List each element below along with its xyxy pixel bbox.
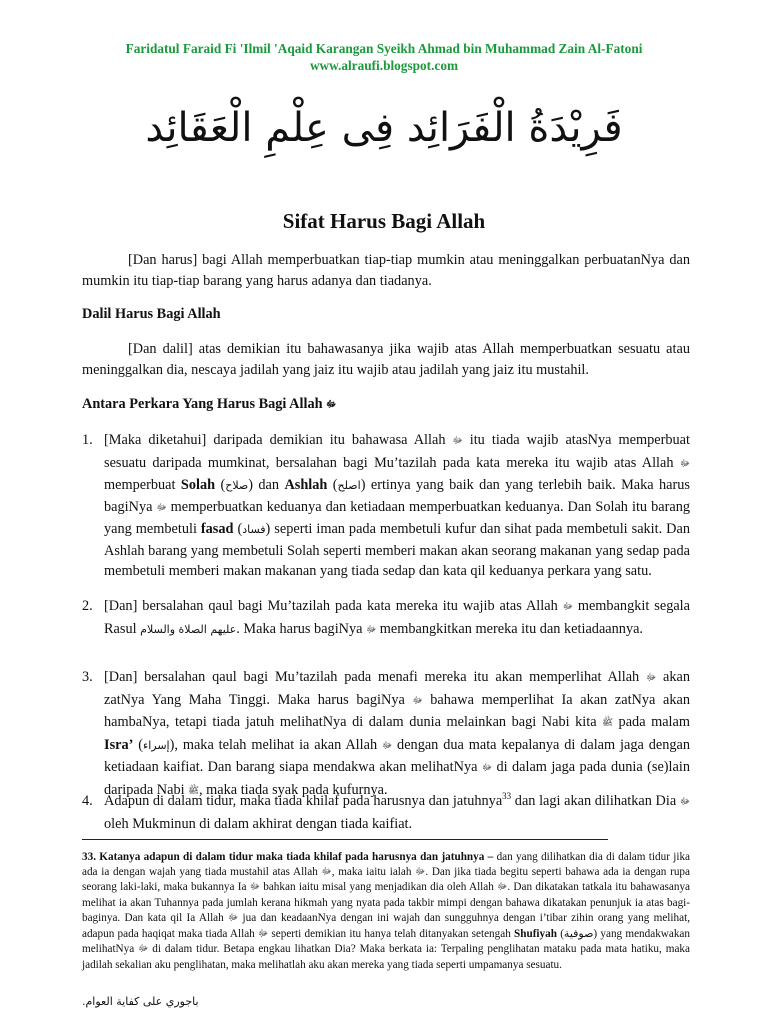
jalla-jalaluh-icon: ﷻ — [321, 866, 332, 877]
footnote-33: 33. Katanya adapun di dalam tidur maka tiada khilaf pada harusnya dan jatuhnya – dan yang dilihatkan dia di dalam tidur jika ada ia dengan wajah yang tiada mustahil atas Allah ﷻ, maka iaitu ialah ﷻ. Dan jika tiada begitu seperti bahawa ada ia dengan rupa seorang laki-laki, maka bukannya Ia ﷻ bahkan iaitu misal yang menjadikan dia oleh Allah ﷻ. Dan dikatakan tatkala itu bahawasanya melihat ia akan Tuhannya pada jumlah kerana hikmah yang nyata pada takbir mimpi dengan bahawa dikatakan penunjuk ia atas bagi-baginya. Dan kata qil Ia Allah ﷻ jua dan keadaanNya dengan ini wajah dan sungguhnya dengan i’tibar zihin orang yang melihat, adapun pada haqiqat maka tiada Allah ﷻ seperti demikian itu hanya telah ditanyakan setengah Shufiyah (صوفية) yang mendakwakan melihatNya ﷻ di dalam tidur. Betapa engkau lihatkan Dia? Maka berkata ia: Terpaling penglihatan mataku pada mata hatiku, maka jadilah sekalian aku penglihatan, maka melihatlah aku akan mereka yang tiada seperti umpamanya sesuatu. — [82, 851, 691, 971]
text-segment: dengan dua mata kepalanya di dalam jaga dengan ketiadaan kaifiat. Dan barang siapa mendakwa akan melihatNya — [104, 736, 690, 775]
footnote-divider — [82, 839, 608, 840]
dalil-paragraph: [Dan dalil] atas demikian itu bahawasanya jika wajib atas Allah memperbuatkan sesuatu atau meninggalkan dia, nescaya jadilah yang jaiz itu wajib atau jadilah yang jaiz itu mustahil. — [82, 341, 690, 378]
footnote-lead: 33. Katanya adapun di dalam tidur maka tiada khilaf pada harusnya dan jatuhnya – — [82, 851, 494, 863]
text-segment: , maka telah melihat ia akan Allah — [174, 736, 382, 753]
list-item-text: [Dan] bersalahan qaul bagi Mu’tazilah pada menafi mereka itu akan memperlihat Allah ﷻ akan zatNya Yang Maha Tinggi. Maka harus bagiNya ﷻ bahawa memperlihat Ia akan zatNya akan hambaNya, tetapi tiada jatuh melihatNya di dalam dunia melainkan bagi Nabi kita ﷺ pada malam Isra’ (إسراء), maka telah melihat ia akan Allah ﷻ dengan dua mata kepalanya di dalam jaga dengan ketiadaan kaifiat. Dan barang siapa mendakwa akan melihatNya ﷻ di dalam jaga pada dunia (se)lain daripada Nabi ﷺ, maka tiada syak pada kufurnya. — [104, 667, 690, 802]
jalla-jalaluh-icon: ﷻ — [228, 912, 239, 923]
text-segment: [Dan] bersalahan qaul bagi Mu’tazilah pada menafi mereka itu akan memperlihat Allah — [104, 669, 647, 685]
text-segment: yang mendakwakan melihatNya — [82, 927, 690, 956]
arabic-term: إسراء — [143, 738, 170, 752]
term-fasad: fasad — [200, 521, 234, 537]
jalla-jalaluh-icon: ﷻ — [412, 695, 423, 706]
list-number: 3. — [82, 669, 93, 685]
text-segment: dan yang dilihatkan dia di dalam tidur jika ada ia dengan wajah yang tiada mustahil atas Allah — [82, 851, 691, 878]
text-segment: dan lagi akan dilihatkan Dia — [511, 793, 680, 809]
page-title: Sifat Harus Bagi Allah — [282, 209, 486, 233]
text-segment: seperti iman pada membetuli kufur dan sihat pada membetuli sakit. Dan Ashlah barang yang membetuli Solah seperti memberi makan akan seorang makanan yang sedap pada membetuli memberi makan makanan yang tiada sedap dan kata qil keduanya perkara yang satu. — [104, 521, 690, 579]
jalla-jalaluh-icon: ﷻ — [326, 400, 337, 410]
jalla-jalaluh-icon: ﷻ — [415, 866, 426, 877]
jalla-jalaluh-icon: ﷻ — [156, 502, 167, 513]
text-segment: pada malam — [613, 714, 690, 730]
text-segment: . Dan jika tiada begitu seperti bahawa ada ia dengan rupa seorang laki-laki, maka bukannya Ia — [82, 865, 690, 894]
text-segment: jua dan keadaanNya dengan ini wajah dan sungguhnya dengan i’tibar zihin orang yang melihat, adapun pada haqiqat maka tiada Allah — [82, 911, 690, 940]
jalla-jalaluh-icon: ﷻ — [249, 882, 260, 893]
header-website[interactable]: www.alraufi.blogspot.com — [309, 58, 459, 73]
text-segment: membangkit segala Rasul — [104, 598, 691, 637]
text-segment: memperbuatkan keduanya dan ketiadaan memperbuatkan keduanya. Dan Solah itu barang yang membetuli — [104, 498, 690, 537]
text-segment: bahkan iaitu misal yang menjadikan dia oleh Allah — [259, 881, 498, 894]
footnote-source-arabic: باجوري على كفاية العوام. — [82, 995, 199, 1008]
arabic-term: صلاح — [225, 479, 249, 492]
term-shufiyah: Shufiyah — [514, 927, 557, 940]
header-book-title: Faridatul Faraid Fi 'Ilmil 'Aqaid Karangan Syeikh Ahmad bin Muhammad Zain Al-Fatoni — [125, 41, 643, 56]
salawat-icon: ﷺ — [602, 718, 613, 728]
text-segment: memperbuat — [104, 477, 181, 493]
footnote-ref[interactable]: 33 — [502, 791, 512, 802]
text-segment: , maka iaitu ialah — [331, 865, 416, 878]
text-segment: dan — [253, 477, 285, 493]
intro-paragraph: [Dan harus] bagi Allah memperbuatkan tiap-tiap mumkin atau meninggalkan perbuatanNya dan mumkin itu tiap-tiap barang yang harus adanya dan tiadanya. — [82, 252, 690, 289]
jalla-jalaluh-icon: ﷻ — [497, 882, 508, 893]
list-item-2 — [82, 596, 690, 641]
list-number: 1. — [82, 432, 93, 448]
text-segment: di dalam tidur. Betapa engkau lihatkan Dia? Maka berkata ia: Terpaling penglihatan mataku pada mata hatiku, maka jadilah sekalian aku penglihatan, maka melihatlah aku akan mereka yang tiada seperti umpamanya sesuatu. — [82, 943, 690, 971]
text-segment: [Dan] bersalahan qaul bagi Mu’tazilah pada kata mereka itu wajib atas Allah — [104, 598, 563, 614]
text-segment: ertinya yang baik dan yang terlebih baik. Maka harus bagiNya — [104, 477, 691, 515]
list-item-text: [Maka diketahui] daripada demikian itu bahawasa Allah ﷻ itu tiada wajib atasNya memperbuat sesuatu daripada mumkinat, bersalahan bagi Mu’tazilah pada kata mereka itu wajib atas Allah ﷻ memperbuat Solah (صلاح) dan Ashlah (اصلح) ertinya yang baik dan yang terlebih baik. Maka harus bagiNya ﷻ memperbuatkan keduanya dan ketiadaan memperbuatkan keduanya. Dan Solah itu barang yang membetuli fasad (فساد) seperti iman pada membetuli kufur dan sihat pada membetuli sakit. Dan Ashlah barang yang membetuli Solah seperti memberi makan akan seorang makanan yang sedap pada membetuli memberi makan makanan yang tiada sedap dan kata qil keduanya perkara yang satu. — [104, 432, 691, 579]
list-item-text — [104, 596, 690, 641]
text-segment: itu tiada wajib atasNya memperbuat sesuatu daripada mumkinat, bersalahan bagi Mu’tazilah pada kata mereka itu wajib atas Allah — [104, 432, 690, 471]
text-segment: . Maka harus bagiNya — [236, 620, 367, 637]
arabic-term: فساد — [242, 523, 266, 536]
dalil-heading: Dalil Harus Bagi Allah — [82, 306, 221, 322]
text-segment: . Dan dikatakan tatkala itu bahawasanya melihat ia akan Tuhannya pada jumlah kerana hikmah yang nyata pada takbir mimpi dengan bahawa dikatakan penunjuk ia atas bagi-baginya. Dan kata qil Ia Allah — [82, 881, 691, 924]
jalla-jalaluh-icon: ﷻ — [646, 673, 657, 683]
text-segment: , maka tiada syak pada kufurnya. — [199, 781, 388, 798]
term-ashlah: Ashlah — [284, 477, 328, 493]
text-segment: bahawa memperlihat Ia akan zatNya akan hambaNya, tetapi tiada jatuh melihatNya di dalam dunia melainkan bagi Nabi kita — [104, 691, 691, 730]
jalla-jalaluh-icon: ﷻ — [366, 624, 377, 635]
antara-heading-text: Antara Perkara Yang Harus Bagi Allah — [82, 396, 323, 412]
jalla-jalaluh-icon: ﷻ — [481, 763, 493, 773]
jalla-jalaluh-icon: ﷻ — [679, 797, 690, 807]
list-item-text — [104, 791, 690, 834]
arabic-term: صوفية — [563, 926, 594, 940]
text-segment: oleh Mukminun di dalam akhirat dengan tiada kaifiat. — [104, 815, 413, 832]
list-item-1 — [82, 430, 690, 582]
term-solah: Solah — [180, 477, 216, 493]
text-segment: seperti demikian itu hanya telah ditanyakan setengah — [268, 927, 515, 940]
arabic-calligraphy-title: فَرِيْدَةُ الْفَرَائِد فِى عِلْمِ الْعَقَائِد — [145, 105, 623, 151]
list-number: 2. — [82, 598, 93, 614]
text-segment: di dalam jaga pada dunia (se)lain daripada Nabi — [104, 759, 690, 798]
text-segment: membangkitkan mereka itu dan ketiadaannya. — [376, 620, 644, 637]
jalla-jalaluh-icon: ﷻ — [679, 458, 690, 469]
term-isra: Isra’ — [104, 736, 134, 753]
jalla-jalaluh-icon: ﷻ — [562, 602, 573, 612]
antara-heading — [82, 394, 336, 416]
jalla-jalaluh-icon: ﷻ — [452, 436, 463, 446]
salawat-icon: ﷺ — [188, 785, 200, 796]
list-item-4 — [82, 791, 690, 834]
text-segment: [Maka diketahui] daripada demikian itu bahawasa Allah — [104, 432, 453, 448]
arabic-term: اصلح — [337, 479, 361, 492]
list-item-3 — [82, 667, 690, 802]
jalla-jalaluh-icon: ﷻ — [258, 928, 269, 939]
text-segment: akan zatNya Yang Maha Tinggi. Maka harus bagiNya — [104, 669, 691, 708]
jalla-jalaluh-icon: ﷻ — [138, 944, 149, 955]
jalla-jalaluh-icon: ﷻ — [382, 740, 393, 751]
text-segment: Adapun di dalam tidur, maka tiada khilaf pada harusnya dan jatuhnya — [104, 793, 503, 809]
arabic-salutation: عليهم الصلاة والسلام — [140, 622, 237, 636]
list-number: 4. — [82, 793, 93, 809]
